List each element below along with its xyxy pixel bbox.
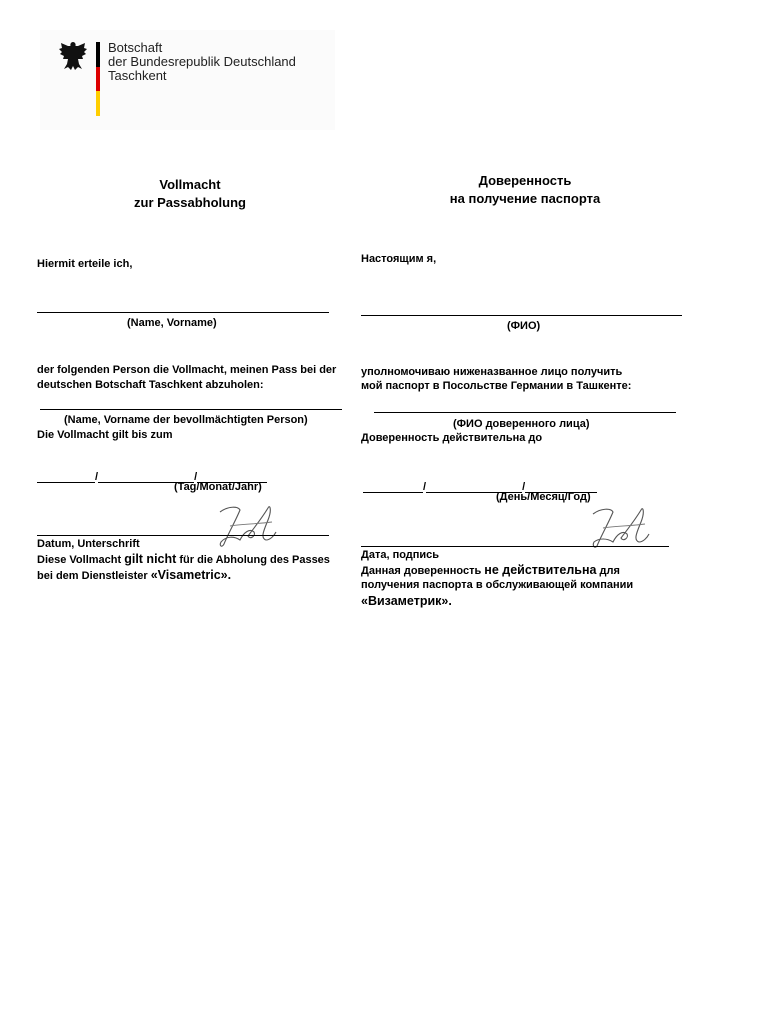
german-intro: Hiermit erteile ich, [37, 258, 133, 270]
german-note-pre: Diese Vollmacht [37, 554, 125, 566]
flag-gold-band [96, 91, 100, 116]
russian-proxy-field[interactable] [374, 412, 676, 413]
russian-name-caption: (ФИО) [507, 320, 541, 332]
russian-name-field[interactable] [361, 315, 682, 316]
german-title [100, 176, 280, 212]
federal-eagle-icon [58, 40, 88, 72]
russian-date-day[interactable] [363, 482, 423, 493]
russian-note-emphasis: не действительна [484, 563, 597, 577]
german-note-line2-pre: bei dem Dienstleister [37, 570, 151, 582]
embassy-name-line-2: der Bundesrepublik Deutschland [108, 54, 296, 69]
russian-title [420, 172, 630, 208]
german-proxy-caption: (Name, Vorname der bevollmächtigten Person) [64, 414, 308, 426]
german-date-caption: (Tag/Monat/Jahr) [174, 481, 262, 493]
russian-note-post: для [596, 565, 620, 577]
flag-black-band [96, 42, 100, 67]
german-note-post: für die Abholung des Passes [176, 554, 330, 566]
german-body-line-1: der folgenden Person die Vollmacht, meinen Pass bei der [37, 364, 337, 376]
german-title-line-1: Vollmacht [159, 177, 221, 192]
german-flag-stripe [96, 42, 100, 116]
german-valid-until: Die Vollmacht gilt bis zum [37, 429, 173, 441]
german-signature-caption: Datum, Unterschrift [37, 538, 140, 550]
russian-signature [585, 500, 655, 550]
russian-signature-caption: Дата, подпись [361, 549, 440, 561]
german-note-line2-emphasis: «Visametric». [150, 568, 232, 582]
russian-title-line-1: Доверенность [478, 173, 572, 188]
german-title-line-2: zur Passabholung [134, 195, 246, 210]
german-signature [210, 500, 280, 550]
russian-title-line-2: на получение паспорта [449, 191, 601, 206]
german-note-line-2 [37, 567, 231, 584]
russian-intro: Настоящим я, [361, 253, 437, 265]
russian-date-caption: (День/Месяц/Год) [496, 491, 591, 503]
german-note-emphasis: gilt nicht [124, 552, 177, 566]
date-separator: / [522, 481, 526, 493]
german-body-line-2: deutschen Botschaft Taschkent abzuholen: [37, 379, 264, 391]
flag-red-band [96, 67, 100, 92]
date-separator: / [194, 471, 198, 483]
russian-proxy-caption: (ФИО доверенного лица) [453, 418, 590, 430]
russian-note-line-3: «Визаметрик». [361, 594, 452, 608]
embassy-name-line-3: Taschkent [108, 68, 167, 83]
german-name-caption: (Name, Vorname) [127, 317, 217, 329]
german-name-field[interactable] [37, 312, 329, 313]
russian-note-line-2: получения паспорта в обслуживающей компании [361, 579, 634, 591]
embassy-name-line-1: Botschaft [108, 40, 163, 55]
russian-note-pre: Данная доверенность [361, 565, 485, 577]
date-separator: / [423, 481, 427, 493]
date-separator: / [95, 471, 99, 483]
russian-body-line-2: мой паспорт в Посольстве Германии в Ташкенте: [361, 380, 632, 392]
russian-valid-until: Доверенность действительна до [361, 432, 543, 444]
russian-body-line-1: уполномочиваю ниженазванное лицо получить [361, 366, 623, 378]
german-note-line-1 [37, 551, 330, 568]
german-proxy-field[interactable] [40, 409, 342, 410]
german-date-day[interactable] [37, 472, 95, 483]
